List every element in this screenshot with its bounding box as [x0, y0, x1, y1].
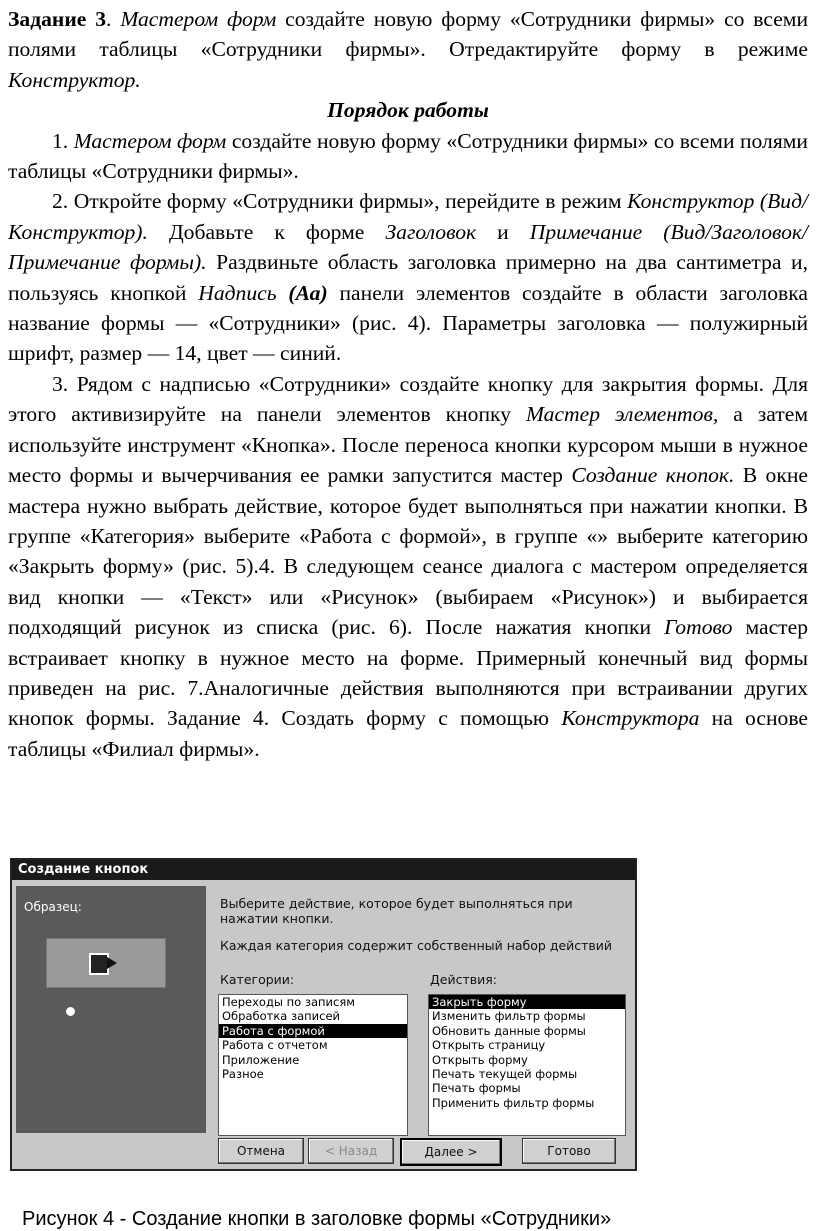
instruction-categories: Каждая категория содержит собственный набор действий — [220, 938, 613, 953]
list-item[interactable]: Работа с отчетом — [222, 1038, 328, 1053]
actions-list[interactable] — [428, 994, 626, 1136]
categories-label: Категории: — [220, 972, 295, 987]
list-item[interactable]: Приложение — [222, 1052, 300, 1067]
list-item[interactable]: Изменить фильтр формы — [432, 1009, 586, 1024]
section-heading: Порядок работы — [327, 98, 489, 123]
task-paragraph: Задание 3. Мастером форм создайте новую форму «Сотрудники фирмы» со всеми полями таблицы «Сотрудники фирмы». Отредактируйте форму в режиме Конструктор. — [8, 7, 809, 92]
sample-label: Образец: — [24, 900, 82, 914]
step-1: 1. Мастером форм создайте новую форму «Сотрудники фирмы» со всеми полями таблицы «Сотрудники фирмы». — [8, 128, 808, 184]
list-item[interactable]: Разное — [222, 1067, 264, 1082]
figure-caption: Рисунок 4 - Создание кнопки в заголовке формы «Сотрудники» — [22, 1208, 612, 1230]
list-item-selected[interactable]: Закрыть форму — [429, 995, 625, 1009]
list-item[interactable]: Обработка записей — [222, 1009, 340, 1024]
dialog-title: Создание кнопок — [12, 860, 635, 880]
list-item[interactable]: Открыть форму — [432, 1052, 528, 1067]
list-item[interactable]: Открыть страницу — [432, 1038, 546, 1053]
categories-list[interactable] — [218, 994, 408, 1136]
next-button[interactable]: Далее > — [400, 1138, 502, 1166]
actions-label: Действия: — [430, 972, 497, 987]
sample-pane — [16, 886, 206, 1133]
finish-button[interactable]: Готово — [522, 1138, 616, 1164]
sample-button-preview — [46, 938, 166, 988]
cancel-button[interactable]: Отмена — [218, 1138, 304, 1164]
document-text — [8, 4, 808, 764]
dot-icon — [66, 1007, 75, 1016]
button-wizard-dialog — [10, 858, 637, 1171]
back-button[interactable]: < Назад — [308, 1138, 394, 1164]
list-item-selected[interactable]: Работа с формой — [219, 1024, 407, 1038]
list-item[interactable]: Переходы по записям — [222, 995, 355, 1009]
list-item[interactable]: Печать текущей формы — [432, 1067, 578, 1082]
list-item[interactable]: Применить фильтр формы — [432, 1095, 595, 1110]
arrow-icon — [107, 957, 117, 969]
step-3: 3. Рядом с надписью «Сотрудники» создайте кнопку для закрытия формы. Для этого активизируйте на панели элементов кнопку Мастер элементов, а затем используйте инструмент «Кнопка». После переноса кнопки курсором мыши в нужное место формы и вычерчивания ее рамки запустится мастер Создание кнопок. В окне мастера нужно выбрать действие, которое будет выполняться при нажатии кнопки. В группе «Категория» выберите «Работа с формой», в группе «» выберите категорию «Закрыть форму» (рис. 5).4. В следующем сеансе диалога с мастером определяется вид кнопки — «Текст» или «Рисунок» (выбираем «Рисунок») и выбирается подходящий рисунок из списка (рис. 6). После нажатия кнопки Готово мастер встраивает кнопку в нужное место на форме. Примерный конечный вид формы приведен на рис. 7.Аналогичные действия выполняются при встраивании других кнопок формы. Задание 4. Создать форму с помощью Конструктора на основе таблицы «Филиал фирмы». — [8, 371, 809, 761]
door-exit-icon — [89, 953, 109, 975]
step-2: 2. Откройте форму «Сотрудники фирмы», перейдите в режим Конструктор (Вид/Конструктор). Добавьте к форме Заголовок и Примечание (Вид/Заголовок/Примечание формы). Раздвиньте область заголовка примерно на два сантиметра и, пользуясь кнопкой Надпись (Аа) панели элементов создайте в области заголовка название формы — «Сотрудники» (рис. 4). Параметры заголовка — полужирный шрифт, размер — 14, цвет — синий. — [8, 189, 809, 366]
instruction-text: Выберите действие, которое будет выполняться при нажатии кнопки. — [220, 896, 573, 926]
list-item[interactable]: Печать формы — [432, 1081, 521, 1096]
task-label: Задание 3 — [8, 7, 107, 31]
list-item[interactable]: Обновить данные формы — [432, 1023, 586, 1038]
